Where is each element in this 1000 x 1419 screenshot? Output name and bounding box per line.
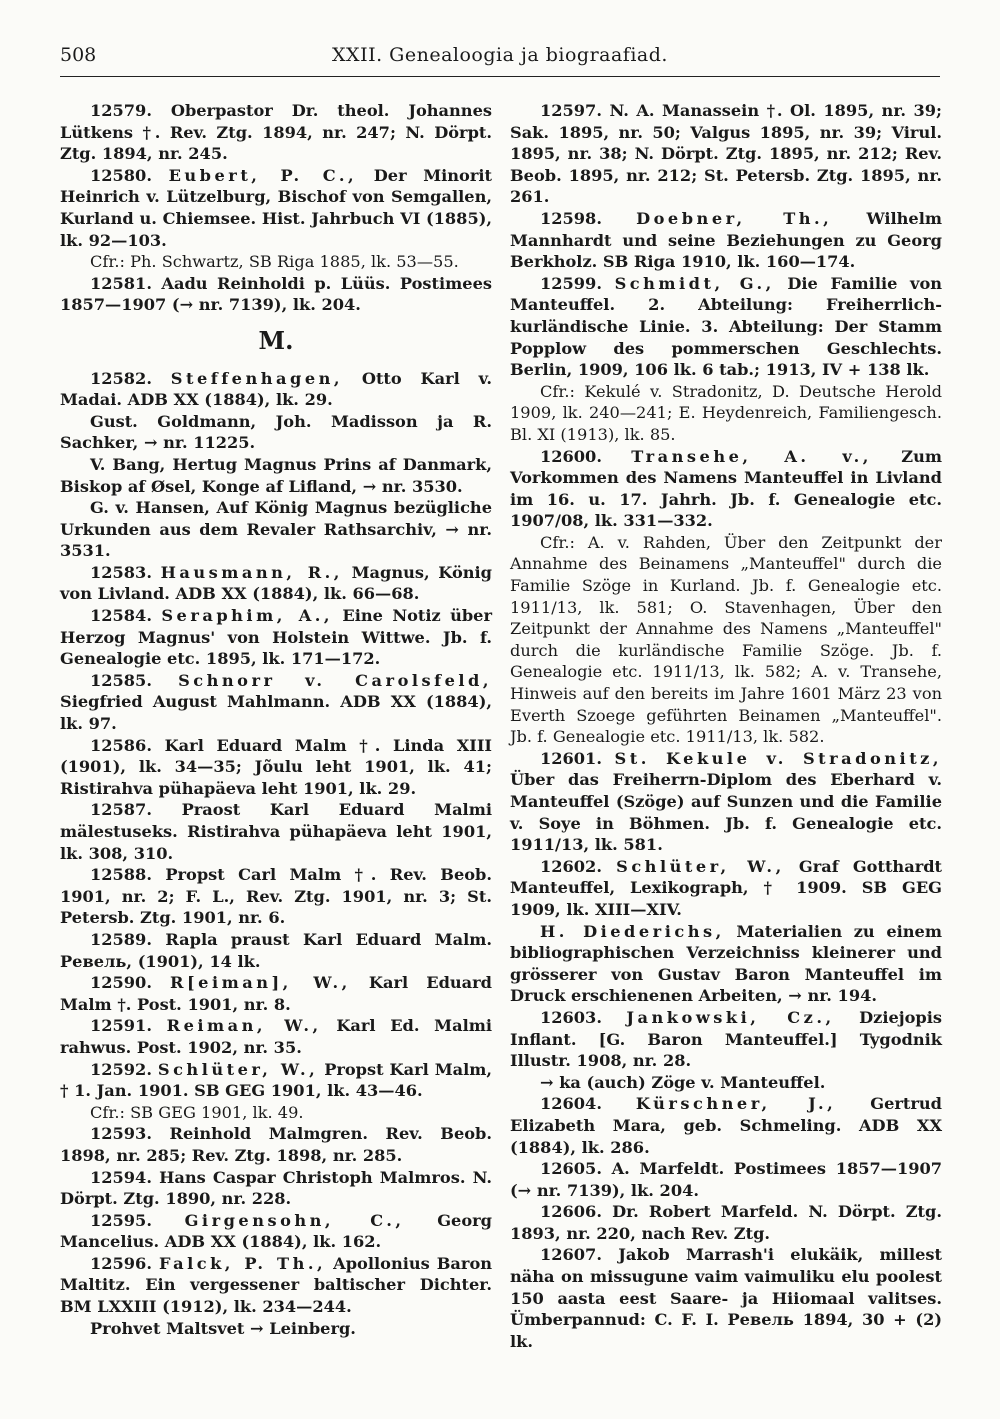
cross-reference <box>60 454 492 497</box>
cross-reference <box>60 497 492 562</box>
entry-number: 12587. <box>90 800 152 820</box>
bibliography-entry <box>510 1201 942 1244</box>
entry-author: Steffenhagen, <box>170 368 344 388</box>
bibliography-entry <box>60 100 492 165</box>
entry-number: 12586. <box>90 735 152 755</box>
bibliography-entry <box>60 670 492 735</box>
entry-text: Zum Vorkommen des Namens Manteuffel in Livland im 16. u. 17. Jahrh. Jb. f. Genealogie etc. 1907/08, lk. 331—332. <box>510 446 942 531</box>
entry-number: 12585. <box>90 670 152 690</box>
entry-number: 12598. <box>540 208 602 228</box>
entry-text: Die Familie von Manteuffel. 2. Abteilung: Freiherrlich-kurländische Linie. 3. Abteilung: Der Stamm Popplow des pommerschen Geschlechts. Berlin, 1909, 106 lk. 6 tab.; 1913, IV + 138 lk. <box>510 273 943 380</box>
entry-text: Karl Eduard Malm †. Post. 1901, nr. 8. <box>60 973 492 1014</box>
entry-text: Hans Caspar Christoph Malmros. N. Dörpt. Ztg. 1890, nr. 228. <box>60 1167 492 1209</box>
cross-reference <box>510 921 942 1007</box>
entry-number: 12582. <box>90 368 152 388</box>
cross-reference <box>510 1072 942 1094</box>
entry-number: 12594. <box>90 1167 152 1187</box>
entry-author: St. Kekule v. Stradonitz, <box>614 748 942 768</box>
entry-number: 12593. <box>90 1124 152 1144</box>
bibliography-entry <box>510 273 942 381</box>
entry-author: Transehe, A. v., <box>631 446 872 466</box>
cfr-note: Cfr.: A. v. Rahden, Über den Zeitpunkt der Annahme des Beinamens „Manteuffel" durch die Familie Szöge in Kurland. Jb. f. Genealogie etc. 1911/13, lk. 581; O. Stavenhagen, Über den Zeitpunkt der Annahme des Namens „Manteuffel" durch die kurländische Familie Szöge. Jb. f. Genealogie etc. 1911/13, lk. 582; A. v. Transehe, Hinweis auf den bereits im Jahre 1601 März 23 von Everth Szoege geführten Beinamen „Manteuffel". Jb. f. Genealogie etc. 1911/13, lk. 582. <box>510 532 942 747</box>
entry-text: Karl Ed. Malmi rahwus. Post. 1902, nr. 35. <box>60 1016 492 1057</box>
entry-text: Dr. Robert Marfeld. N. Dörpt. Ztg. 1893, nr. 220, nach Rev. Ztg. <box>510 1202 942 1243</box>
entry-text: Der Minorit Heinrich v. Lützelburg, Bischof von Semgallen, Kurland u. Chiemsee. Hist. Jahrbuch VI (1885), lk. 92—103. <box>60 165 493 250</box>
entry-text: Graf Gotthardt Manteuffel, Lexikograph, † 1909. SB GEG 1909, lk. XIII—XIV. <box>510 856 943 919</box>
entry-text: Gertrud Elizabeth Mara, geb. Schmeling. ADB XX (1884), lk. 286. <box>510 1094 942 1157</box>
bibliography-entry <box>510 1158 942 1201</box>
bibliography-entry <box>60 1123 492 1166</box>
entry-author: H. Diederichs, <box>540 921 725 941</box>
bibliography-entry <box>510 208 942 273</box>
bibliography-entry <box>60 1059 492 1102</box>
section-heading: M. <box>258 325 294 355</box>
entry-author: Schnorr v. Carolsfeld, <box>178 670 492 690</box>
entry-text: Karl Eduard Malm †. Linda XIII (1901), lk. 34—35; Jõulu leht 1901, lk. 41; Ristirahva pühapäeva leht 1901, lk. 29. <box>60 735 492 798</box>
cross-reference <box>60 411 492 454</box>
entry-author: Hausmann, R., <box>160 562 343 582</box>
bibliography-entry <box>60 799 492 864</box>
left-column <box>60 100 492 1339</box>
entry-number: 12584. <box>90 606 152 626</box>
entry-author: Girgensohn, C., <box>184 1210 405 1230</box>
page-header <box>60 38 940 77</box>
entry-number: 12602. <box>540 856 602 876</box>
bibliography-entry <box>60 273 492 316</box>
bibliography-entry <box>60 972 492 1015</box>
entry-text: Reinhold Malmgren. Rev. Beob. 1898, nr. 285; Rev. Ztg. 1898, nr. 285. <box>60 1124 492 1165</box>
entry-text: Eine Notiz über Herzog Magnus' von Holstein Wittwe. Jb. f. Genealogie etc. 1895, lk. 171—172. <box>60 606 493 669</box>
entry-text: Materialien zu einem bibliographischen Verzeichniss kleinerer und grösserer von Gustav Baron Manteuffel im Druck erschienenen Arbeiten, → nr. 194. <box>510 921 942 1006</box>
entry-author: Eubert, P. C., <box>168 165 358 185</box>
bibliography-entry <box>60 735 492 800</box>
bibliography-entry <box>60 1167 492 1210</box>
entry-text: Dziejopis Inflant. [G. Baron Manteuffel.] Tygodnik Illustr. 1908, nr. 28. <box>510 1007 943 1071</box>
entry-number: 12580. <box>90 165 152 185</box>
entry-text: Apollonius Baron Maltitz. Ein vergessener baltischer Dichter. BM LXXIII (1912), lk. 234—244. <box>60 1253 493 1317</box>
entry-text: Propst Carl Malm †. Rev. Beob. 1901, nr. 2; F. L., Rev. Ztg. 1901, nr. 3; St. Petersb. Ztg. 1901, nr. 6. <box>60 865 492 928</box>
entry-number: 12599. <box>540 273 602 293</box>
entry-text: Rapla praust Karl Eduard Malm. Ревель, (1901), 14 lk. <box>60 929 493 971</box>
bibliography-entry <box>510 856 942 921</box>
bibliography-entry <box>60 1015 492 1058</box>
bibliography-entry <box>60 864 492 929</box>
entry-number: 12606. <box>540 1202 602 1222</box>
entry-text: Praost Karl Eduard Malmi mälestuseks. Ristirahva pühapäeva leht 1901, lk. 308, 310. <box>60 800 492 863</box>
entry-text: → ka (auch) Zöge v. Manteuffel. <box>540 1072 826 1092</box>
entry-text: Gust. Goldmann, Joh. Madisson ja R. Sachker, → nr. 11225. <box>60 411 492 453</box>
entry-number: 12603. <box>540 1007 602 1027</box>
bibliography-entry <box>510 446 942 532</box>
cfr-note: Cfr.: Kekulé v. Stradonitz, D. Deutsche Herold 1909, lk. 240—241; E. Heydenreich, Familiengesch. Bl. XI (1913), lk. 85. <box>510 381 942 444</box>
entry-number: 12589. <box>90 929 152 949</box>
bibliography-entry <box>60 165 492 251</box>
entry-number: 12605. <box>540 1159 602 1179</box>
page-number: 508 <box>60 44 97 66</box>
entry-text: N. A. Manassein †. Ol. 1895, nr. 39; Sak. 1895, nr. 50; Valgus 1895, nr. 39; Virul. 1895, nr. 38; N. Dörpt. Ztg. 1895, nr. 212; Rev. Beob. 1895, nr. 212; St. Petersb. Ztg. 1895, nr. 261. <box>510 101 942 207</box>
bibliography-entry <box>60 929 492 972</box>
entry-author: R[eiman], W., <box>170 973 351 993</box>
entry-author: Doebner, Th., <box>636 208 833 228</box>
bibliography-entry <box>60 368 492 411</box>
bibliography-entry <box>60 1253 492 1318</box>
bibliography-entry <box>510 1244 942 1352</box>
entry-text: Propst Karl Malm, † 1. Jan. 1901. SB GEG 1901, lk. 43—46. <box>60 1059 493 1101</box>
entry-author: Jankowski, Cz., <box>626 1007 835 1027</box>
entry-number: 12597. <box>540 101 602 120</box>
entry-number: 12604. <box>540 1094 602 1114</box>
entry-author: Schlüter, W., <box>616 856 785 876</box>
entry-text: Jakob Marrash'i elukäik, millest näha on missugune vaim vaimuliku elu poolest 150 aasta eest Saare- ja Hiiomaal valitses. Ümberpannud: C. F. I. Ревель 1894, 30 + (2) lk. <box>510 1245 942 1351</box>
entry-number: 12579. <box>90 101 152 120</box>
entry-text: Über das Freiherrn-Diplom des Eberhard v. Manteuffel (Szöge) auf Sunzen und die Familie v. Soye in Böhmen. Jb. f. Genealogie etc. 1911/13, lk. 581. <box>510 770 942 855</box>
running-title: XXII. Genealoogia ja biograafiad. <box>332 44 668 66</box>
right-column <box>510 100 942 1352</box>
entry-number: 12591. <box>90 1016 152 1036</box>
entry-text: Oberpastor Dr. theol. Johannes Lütkens †. Rev. Ztg. 1894, nr. 247; N. Dörpt. Ztg. 1894, nr. 245. <box>60 101 492 164</box>
entry-number: 12600. <box>540 446 602 466</box>
bibliography-entry <box>510 100 942 208</box>
entry-text: Wilhelm Mannhardt und seine Beziehungen zu Georg Berkholz. SB Riga 1910, lk. 160—174. <box>510 208 943 272</box>
entry-text: A. Marfeldt. Postimees 1857—1907 (→ nr. 7139), lk. 204. <box>510 1159 942 1200</box>
entry-text: Magnus, König von Livland. ADB XX (1884), lk. 66—68. <box>60 562 492 604</box>
entry-number: 12595. <box>90 1210 152 1230</box>
cross-reference <box>60 1318 492 1340</box>
entry-text: Siegfried August Mahlmann. ADB XX (1884), lk. 97. <box>60 692 492 734</box>
entry-number: 12583. <box>90 562 152 582</box>
entry-author: Schlüter, W., <box>157 1059 319 1079</box>
bibliography-entry <box>60 1210 492 1253</box>
bibliography-entry <box>60 562 492 605</box>
entry-text: Otto Karl v. Madai. ADB XX (1884), lk. 29. <box>60 368 492 410</box>
entry-text: Prohvet Maltsvet → Leinberg. <box>90 1318 356 1338</box>
entry-number: 12588. <box>90 865 152 885</box>
entry-text: Aadu Reinholdi p. Lüüs. Postimees 1857—1907 (→ nr. 7139), lk. 204. <box>60 273 492 315</box>
cfr-note: Cfr.: SB GEG 1901, lk. 49. <box>90 1102 304 1122</box>
bibliography-entry <box>60 605 492 670</box>
bibliography-entry <box>510 748 942 856</box>
entry-number: 12581. <box>90 273 152 293</box>
entry-text: G. v. Hansen, Auf König Magnus bezügliche Urkunden aus dem Revaler Rathsarchiv, → nr. 3531. <box>60 498 492 561</box>
entry-number: 12590. <box>90 973 152 993</box>
cfr-note: Cfr.: Ph. Schwartz, SB Riga 1885, lk. 53—55. <box>90 252 459 272</box>
entry-number: 12596. <box>90 1253 152 1273</box>
entry-number: 12592. <box>90 1059 152 1079</box>
entry-author: Reiman, W., <box>166 1016 322 1036</box>
entry-number: 12607. <box>540 1245 602 1265</box>
entry-author: Seraphim, A., <box>161 606 334 626</box>
bibliography-entry <box>510 1007 942 1072</box>
bibliography-entry <box>510 1093 942 1158</box>
entry-text: V. Bang, Hertug Magnus Prins af Danmark, Biskop af Øsel, Konge af Lifland, → nr. 3530. <box>60 454 492 496</box>
entry-number: 12601. <box>540 748 602 768</box>
entry-text: Georg Mancelius. ADB XX (1884), lk. 162. <box>60 1210 492 1252</box>
entry-author: Schmidt, G., <box>614 273 775 293</box>
entry-author: Kürschner, J., <box>635 1094 837 1114</box>
entry-author: Falck, P. Th., <box>158 1253 327 1273</box>
